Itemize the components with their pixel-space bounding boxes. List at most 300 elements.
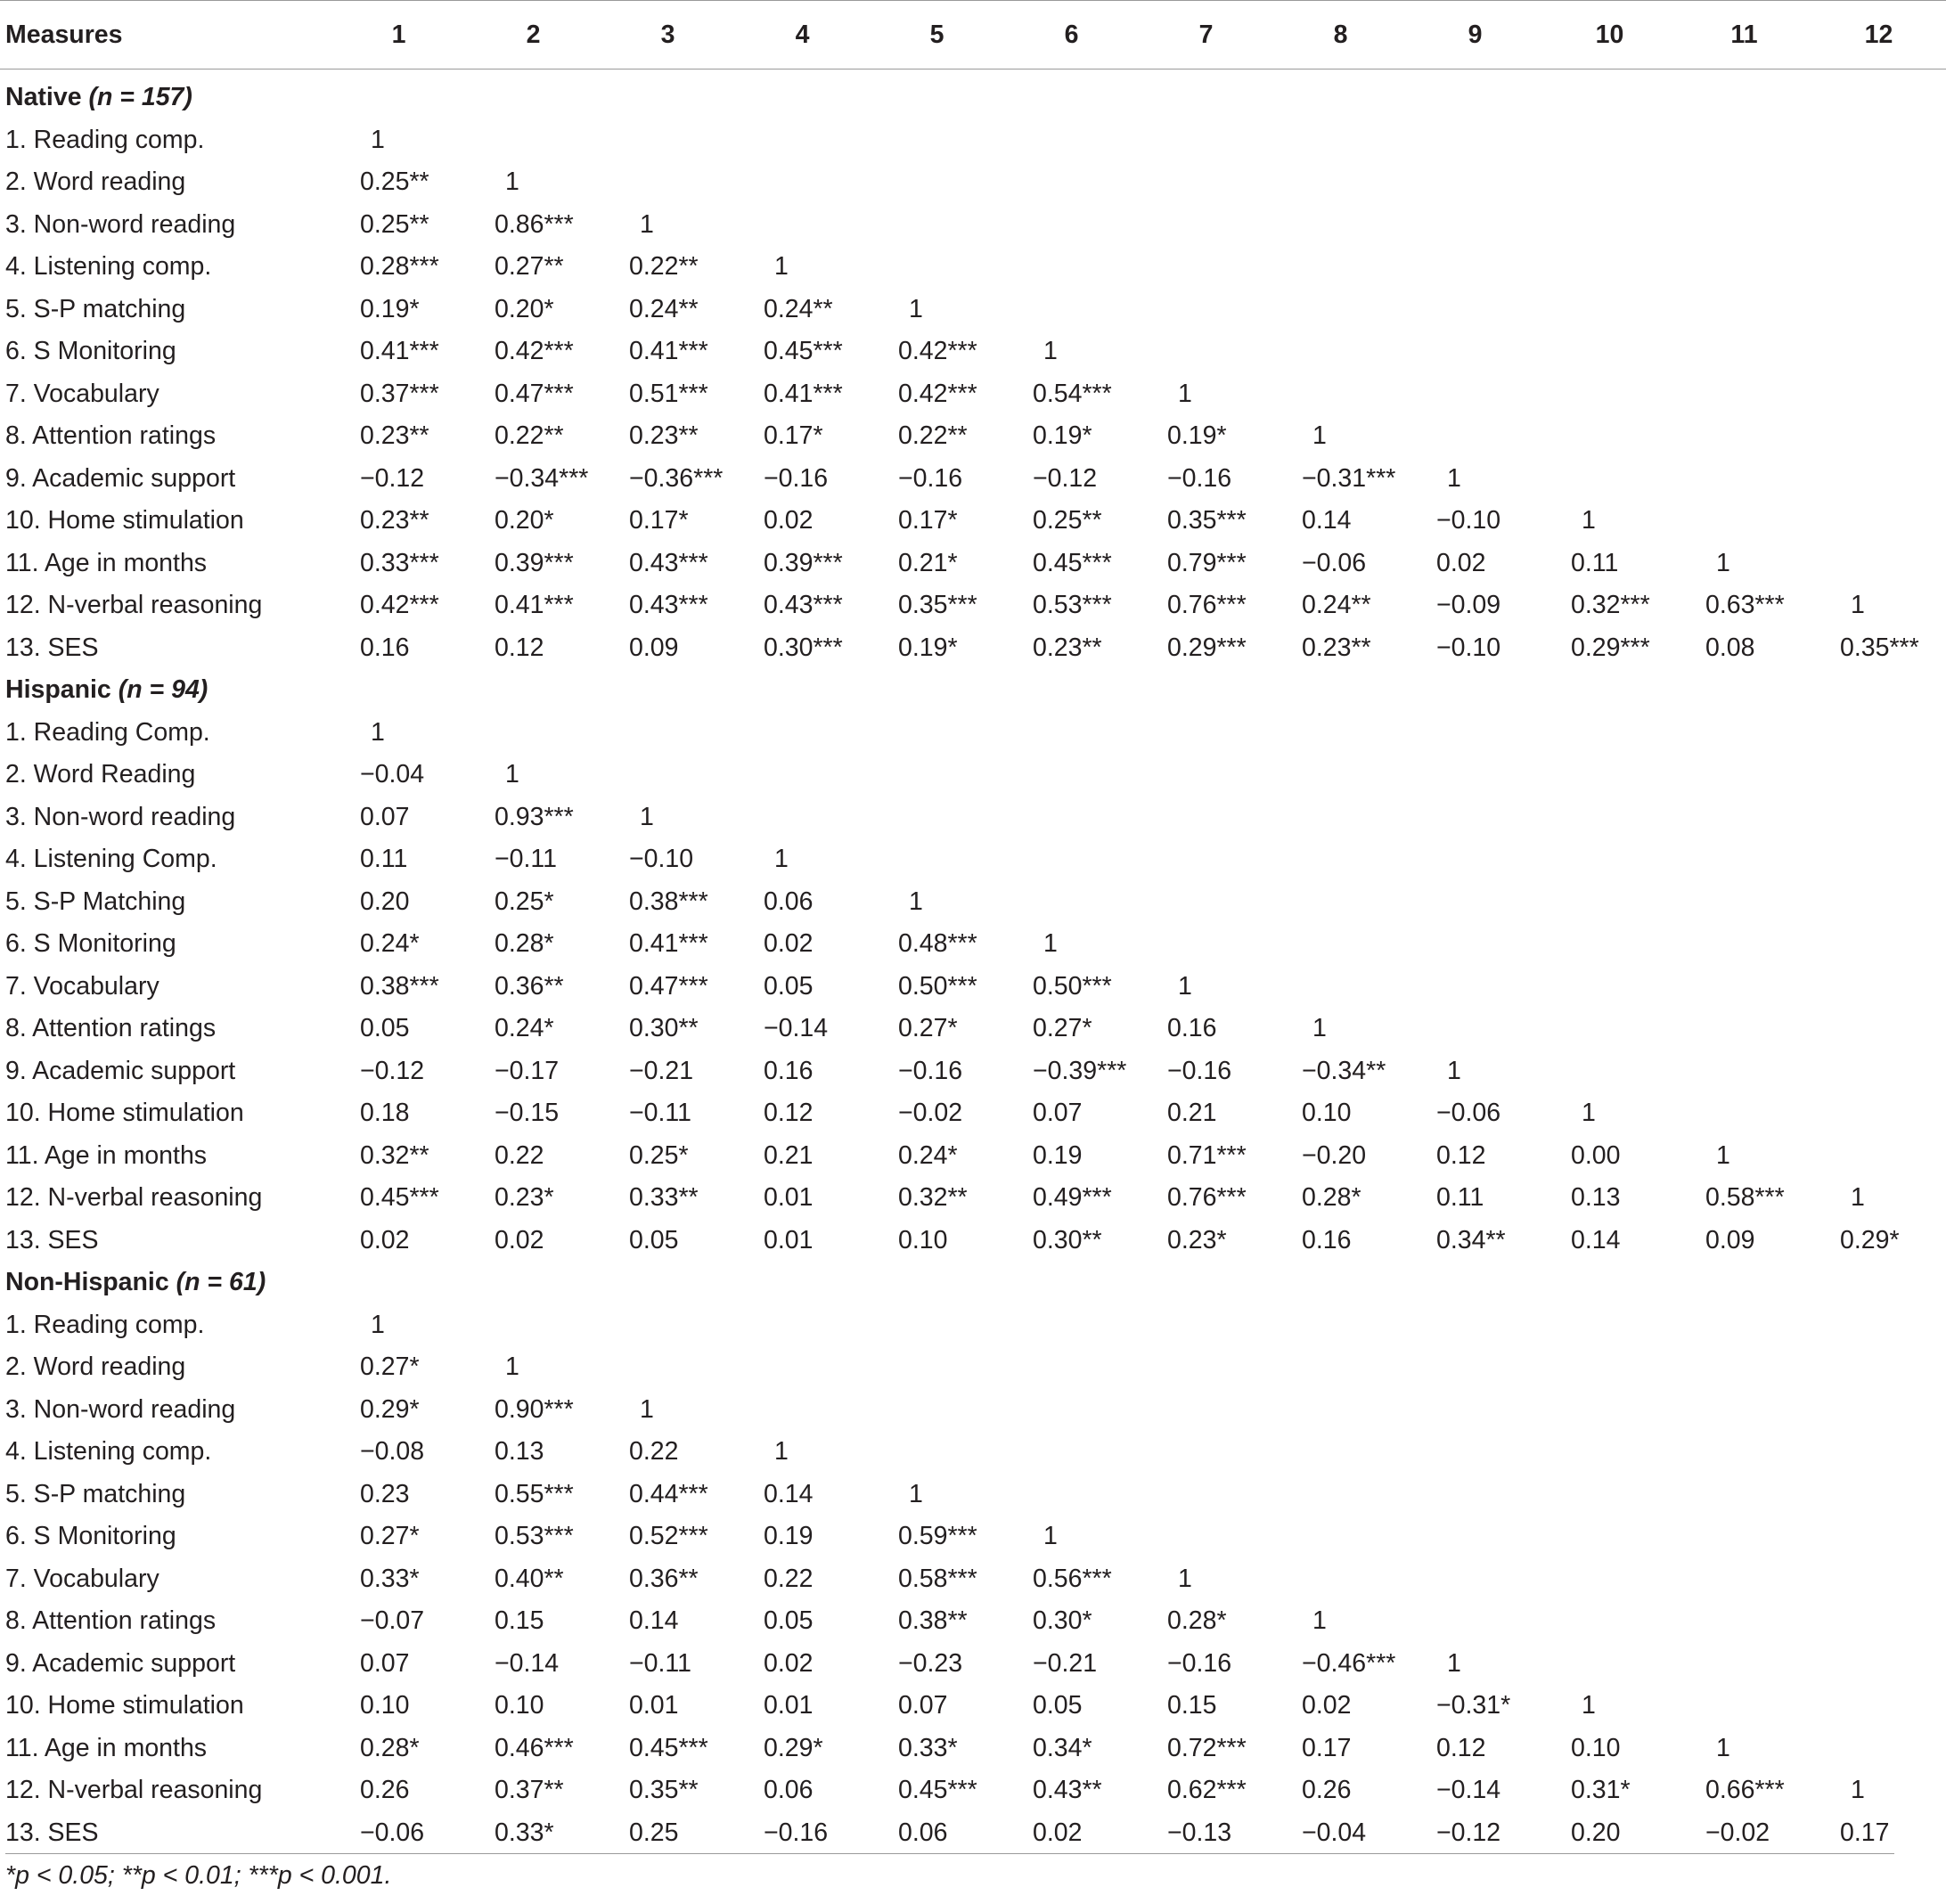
correlation-cell bbox=[1408, 1346, 1542, 1389]
correlation-cell: −0.16 bbox=[1167, 1056, 1232, 1085]
correlation-cell: 0.93*** bbox=[495, 802, 574, 831]
correlation-cell bbox=[1542, 838, 1677, 881]
correlation-cell: 0.33** bbox=[629, 1183, 699, 1212]
correlation-cell bbox=[735, 161, 870, 204]
correlation-cell: 0.29* bbox=[764, 1733, 823, 1762]
correlation-cell: −0.12 bbox=[360, 463, 425, 493]
correlation-cell bbox=[1542, 1050, 1677, 1093]
correlation-cell bbox=[1677, 1092, 1811, 1135]
row-label: 4. Listening comp. bbox=[5, 252, 212, 281]
correlation-cell: 0.38** bbox=[898, 1606, 968, 1635]
correlation-cell: 0.79*** bbox=[1167, 548, 1247, 577]
correlation-cell: 0.23* bbox=[495, 1183, 554, 1212]
correlation-cell: 0.41*** bbox=[629, 337, 708, 365]
correlation-cell: −0.16 bbox=[1167, 1648, 1232, 1678]
correlation-cell: 1 bbox=[640, 209, 654, 239]
column-header: 5 bbox=[870, 1, 1004, 69]
correlation-cell: 0.28* bbox=[360, 1733, 420, 1762]
correlation-cell: 0.25 bbox=[629, 1818, 679, 1847]
row-label: 13. SES bbox=[5, 1225, 99, 1254]
correlation-cell: 0.07 bbox=[898, 1691, 948, 1720]
table-row bbox=[0, 1728, 1946, 1770]
correlation-cell: 0.30* bbox=[1033, 1606, 1092, 1635]
correlation-cell bbox=[1811, 161, 1946, 204]
correlation-cell: −0.31*** bbox=[1302, 463, 1396, 493]
row-label: 6. S Monitoring bbox=[5, 929, 176, 958]
table-row bbox=[0, 1474, 1946, 1516]
correlation-cell: 0.36** bbox=[495, 971, 564, 1001]
correlation-cell: 0.14 bbox=[629, 1606, 679, 1635]
correlation-cell: 0.16 bbox=[764, 1056, 814, 1085]
correlation-cell: 0.22** bbox=[495, 421, 564, 450]
correlation-cell bbox=[1273, 966, 1408, 1009]
correlation-cell: 0.23** bbox=[360, 421, 429, 450]
correlation-cell: −0.16 bbox=[898, 463, 963, 493]
correlation-cell: 0.01 bbox=[764, 1183, 814, 1212]
table-row bbox=[0, 246, 1946, 289]
correlation-cell: 0.49*** bbox=[1033, 1183, 1112, 1212]
correlation-cell bbox=[1542, 797, 1677, 839]
correlation-cell: 0.01 bbox=[764, 1225, 814, 1254]
correlation-cell: 0.30** bbox=[1033, 1225, 1102, 1254]
row-label: 2. Word reading bbox=[5, 168, 186, 196]
correlation-cell: 1 bbox=[1043, 929, 1058, 958]
correlation-cell: −0.07 bbox=[360, 1606, 425, 1635]
row-label: 10. Home stimulation bbox=[5, 506, 244, 535]
row-label: 5. S-P Matching bbox=[5, 887, 186, 916]
correlation-cell: 0.02 bbox=[495, 1225, 544, 1254]
correlation-cell: 0.05 bbox=[1033, 1691, 1083, 1720]
correlation-cell: 1 bbox=[1178, 971, 1192, 1001]
correlation-cell: 0.47*** bbox=[495, 379, 574, 408]
correlation-cell bbox=[1408, 1600, 1542, 1643]
correlation-cell: −0.16 bbox=[764, 463, 829, 493]
correlation-cell bbox=[1542, 458, 1677, 501]
correlation-cell: 0.23** bbox=[360, 506, 429, 535]
correlation-cell bbox=[1408, 161, 1542, 204]
correlation-cell: 0.27* bbox=[360, 1352, 420, 1381]
correlation-cell: 0.62*** bbox=[1167, 1776, 1247, 1804]
correlation-cell: 0.14 bbox=[1571, 1225, 1621, 1254]
correlation-cell: 0.42*** bbox=[360, 591, 439, 619]
table-row bbox=[0, 1220, 1946, 1263]
correlation-cell: 1 bbox=[1851, 1183, 1865, 1212]
correlation-cell bbox=[1811, 1558, 1946, 1601]
correlation-cell: 0.19 bbox=[764, 1522, 814, 1550]
correlation-cell bbox=[1677, 923, 1811, 966]
correlation-cell bbox=[1542, 373, 1677, 416]
table-row bbox=[0, 1389, 1946, 1432]
correlation-cell: 0.23** bbox=[629, 421, 699, 450]
correlation-cell bbox=[1408, 373, 1542, 416]
correlation-cell bbox=[1542, 415, 1677, 458]
correlation-cell: −0.39*** bbox=[1033, 1056, 1127, 1085]
correlation-cell bbox=[1542, 246, 1677, 289]
correlation-cell: −0.16 bbox=[764, 1818, 829, 1847]
correlation-cell: 0.02 bbox=[764, 929, 814, 958]
correlation-cell: 0.53*** bbox=[495, 1522, 574, 1550]
correlation-cell: 0.27** bbox=[495, 252, 564, 281]
correlation-cell bbox=[1811, 458, 1946, 501]
correlation-cell bbox=[1408, 966, 1542, 1009]
correlation-cell bbox=[1811, 754, 1946, 797]
correlation-cell: 0.63*** bbox=[1705, 591, 1785, 619]
correlation-cell bbox=[1273, 712, 1408, 755]
table-row bbox=[0, 797, 1946, 839]
correlation-cell: 0.10 bbox=[360, 1691, 410, 1720]
correlation-cell: −0.04 bbox=[1302, 1818, 1367, 1847]
correlation-cell: 1 bbox=[774, 252, 789, 281]
correlation-cell: 0.17 bbox=[1302, 1733, 1352, 1762]
table-row bbox=[0, 838, 1946, 881]
correlation-cell bbox=[1139, 1346, 1273, 1389]
correlation-cell: 0.21 bbox=[1167, 1099, 1217, 1127]
correlation-cell bbox=[1811, 1474, 1946, 1516]
correlation-cell bbox=[1408, 1474, 1542, 1516]
table-row bbox=[0, 1431, 1946, 1474]
correlation-cell: 0.26 bbox=[360, 1776, 410, 1804]
correlation-cell: 0.20 bbox=[1571, 1818, 1621, 1847]
correlation-cell: 0.24** bbox=[629, 294, 699, 323]
correlation-cell bbox=[1139, 881, 1273, 924]
correlation-cell: 1 bbox=[1447, 463, 1461, 493]
correlation-cell: 0.25** bbox=[360, 209, 429, 239]
correlation-cell bbox=[1004, 246, 1139, 289]
correlation-cell: 1 bbox=[505, 168, 519, 196]
correlation-cell: 0.16 bbox=[1167, 1014, 1217, 1042]
group-name: Hispanic bbox=[5, 675, 111, 704]
correlation-cell: 0.12 bbox=[495, 633, 544, 662]
correlation-cell: 0.27* bbox=[898, 1014, 958, 1042]
correlation-cell: 0.01 bbox=[629, 1691, 679, 1720]
correlation-cell bbox=[1811, 1008, 1946, 1050]
correlation-cell bbox=[870, 246, 1004, 289]
correlation-cell: 0.35** bbox=[629, 1776, 699, 1804]
column-header: 12 bbox=[1811, 1, 1946, 69]
table-row bbox=[0, 1600, 1946, 1643]
correlation-cell bbox=[1273, 881, 1408, 924]
correlation-cell: 0.05 bbox=[629, 1225, 679, 1254]
correlation-cell bbox=[1811, 1389, 1946, 1432]
correlation-cell: 0.50*** bbox=[898, 971, 977, 1001]
correlation-cell: 1 bbox=[1582, 506, 1596, 535]
correlation-cell: 0.90*** bbox=[495, 1394, 574, 1424]
correlation-cell: −0.14 bbox=[764, 1014, 829, 1042]
row-label: 8. Attention ratings bbox=[5, 421, 217, 450]
correlation-cell: 0.28* bbox=[495, 929, 554, 958]
correlation-cell: 0.51*** bbox=[629, 379, 708, 408]
correlation-cell bbox=[1139, 1304, 1273, 1347]
correlation-cell bbox=[1677, 204, 1811, 247]
correlation-cell bbox=[735, 754, 870, 797]
correlation-cell bbox=[1004, 712, 1139, 755]
correlation-cell bbox=[1408, 838, 1542, 881]
correlation-cell: 0.13 bbox=[495, 1437, 544, 1466]
correlation-cell bbox=[1004, 1474, 1139, 1516]
correlation-cell: 0.33* bbox=[360, 1564, 420, 1593]
correlation-cell: 0.42*** bbox=[898, 379, 977, 408]
correlation-cell: 0.54*** bbox=[1033, 379, 1112, 408]
correlation-cell bbox=[1273, 161, 1408, 204]
correlation-cell: −0.09 bbox=[1436, 591, 1501, 619]
correlation-cell: 0.09 bbox=[1705, 1225, 1755, 1254]
correlation-cell: 1 bbox=[1178, 1564, 1192, 1593]
correlation-cell: 0.06 bbox=[898, 1818, 948, 1847]
correlation-cell bbox=[1677, 246, 1811, 289]
correlation-cell: 0.29* bbox=[360, 1394, 420, 1424]
correlation-cell bbox=[1677, 1600, 1811, 1643]
correlation-cell bbox=[601, 119, 735, 162]
correlation-cell: 0.21 bbox=[764, 1140, 814, 1170]
table-body bbox=[0, 77, 1946, 1854]
correlation-cell bbox=[1139, 754, 1273, 797]
correlation-cell: 0.66*** bbox=[1705, 1776, 1785, 1804]
correlation-cell: 0.43** bbox=[1033, 1776, 1102, 1804]
correlation-cell bbox=[1273, 754, 1408, 797]
correlation-cell: 0.16 bbox=[360, 633, 410, 662]
correlation-cell: 1 bbox=[640, 802, 654, 831]
correlation-cell bbox=[1677, 161, 1811, 204]
table-row bbox=[0, 1092, 1946, 1135]
correlation-cell bbox=[1408, 923, 1542, 966]
correlation-cell: 0.11 bbox=[1571, 548, 1619, 577]
correlation-cell: −0.12 bbox=[1033, 463, 1098, 493]
correlation-cell: 0.09 bbox=[629, 633, 679, 662]
correlation-cell bbox=[1811, 1050, 1946, 1093]
correlation-cell: 0.19* bbox=[1167, 421, 1227, 450]
correlation-cell: 0.58*** bbox=[1705, 1183, 1785, 1212]
table-row bbox=[0, 331, 1946, 373]
correlation-cell bbox=[1004, 119, 1139, 162]
table-row bbox=[0, 1643, 1946, 1686]
table-row bbox=[0, 458, 1946, 501]
correlation-cell bbox=[466, 1304, 601, 1347]
correlation-cell: 0.17* bbox=[629, 506, 689, 535]
correlation-cell: 0.07 bbox=[360, 802, 410, 831]
correlation-cell: 1 bbox=[909, 887, 923, 916]
correlation-cell: 1 bbox=[1043, 337, 1058, 365]
correlation-cell: −0.17 bbox=[495, 1056, 560, 1085]
correlation-cell bbox=[1542, 923, 1677, 966]
correlation-cell: 0.34** bbox=[1436, 1225, 1506, 1254]
correlation-cell: 0.76*** bbox=[1167, 591, 1247, 619]
correlation-cell: 0.14 bbox=[764, 1479, 814, 1508]
correlation-cell bbox=[1811, 1600, 1946, 1643]
row-label: 9. Academic support bbox=[5, 1648, 236, 1678]
correlation-cell: 1 bbox=[505, 1352, 519, 1381]
row-label: 1. Reading comp. bbox=[5, 1310, 205, 1339]
correlation-cell bbox=[1408, 246, 1542, 289]
correlation-cell: 0.06 bbox=[764, 1776, 814, 1804]
correlation-cell: 1 bbox=[1178, 379, 1192, 408]
correlation-cell bbox=[1811, 1135, 1946, 1178]
table-row bbox=[0, 1558, 1946, 1601]
correlation-cell: 0.46*** bbox=[495, 1733, 574, 1762]
correlation-cell: 0.28* bbox=[1302, 1183, 1361, 1212]
group-sample-size: (n = 61) bbox=[176, 1268, 266, 1296]
correlation-cell: 0.19* bbox=[360, 294, 420, 323]
correlation-cell: 1 bbox=[505, 760, 519, 789]
row-label: 11. Age in months bbox=[5, 1140, 208, 1170]
column-header: 9 bbox=[1408, 1, 1542, 69]
row-label: 2. Word reading bbox=[5, 1352, 186, 1381]
correlation-cell bbox=[1677, 1643, 1811, 1686]
correlation-cell bbox=[601, 754, 735, 797]
column-header: 8 bbox=[1273, 1, 1408, 69]
correlation-cell bbox=[1408, 797, 1542, 839]
table-row bbox=[0, 1135, 1946, 1178]
correlation-cell: 0.22 bbox=[629, 1437, 679, 1466]
group-header bbox=[0, 669, 1946, 712]
table-row bbox=[0, 754, 1946, 797]
correlation-cell bbox=[1139, 712, 1273, 755]
correlation-cell: 0.58*** bbox=[898, 1564, 977, 1593]
column-header: 2 bbox=[466, 1, 601, 69]
correlation-cell bbox=[1542, 204, 1677, 247]
correlation-cell: 0.22 bbox=[764, 1564, 814, 1593]
correlation-cell bbox=[1811, 1346, 1946, 1389]
correlation-cell bbox=[1811, 331, 1946, 373]
correlation-cell bbox=[1677, 712, 1811, 755]
correlation-cell: 0.19* bbox=[1033, 421, 1092, 450]
correlation-cell bbox=[1677, 1431, 1811, 1474]
row-label: 7. Vocabulary bbox=[5, 379, 159, 408]
column-header: 7 bbox=[1139, 1, 1273, 69]
correlation-cell: 0.17 bbox=[1840, 1818, 1890, 1847]
correlation-cell bbox=[735, 1304, 870, 1347]
correlation-cell: 0.32*** bbox=[1571, 591, 1650, 619]
correlation-cell bbox=[870, 1304, 1004, 1347]
row-label: 3. Non-word reading bbox=[5, 802, 236, 831]
correlation-cell bbox=[1677, 1050, 1811, 1093]
correlation-cell bbox=[1542, 289, 1677, 331]
correlation-cell: 0.12 bbox=[1436, 1733, 1486, 1762]
correlation-cell bbox=[1811, 1728, 1946, 1770]
correlation-cell: 1 bbox=[1716, 1733, 1730, 1762]
group-header-row bbox=[0, 1262, 1946, 1304]
correlation-cell: 1 bbox=[1716, 548, 1730, 577]
correlation-cell: 0.22** bbox=[898, 421, 968, 450]
correlation-cell: 0.05 bbox=[764, 971, 814, 1001]
correlation-cell bbox=[1139, 119, 1273, 162]
correlation-cell bbox=[735, 797, 870, 839]
row-label: 12. N-verbal reasoning bbox=[5, 1183, 263, 1212]
row-label: 8. Attention ratings bbox=[5, 1014, 217, 1042]
correlation-cell bbox=[1139, 923, 1273, 966]
column-header: 4 bbox=[735, 1, 870, 69]
correlation-cell bbox=[1811, 204, 1946, 247]
correlation-cell bbox=[1677, 754, 1811, 797]
correlation-cell: 0.29*** bbox=[1167, 633, 1247, 662]
table-row bbox=[0, 500, 1946, 543]
table-row bbox=[0, 161, 1946, 204]
correlation-cell: 0.34* bbox=[1033, 1733, 1092, 1762]
correlation-cell: 1 bbox=[371, 717, 385, 747]
correlation-cell: 0.36** bbox=[629, 1564, 699, 1593]
correlation-cell bbox=[1542, 966, 1677, 1009]
correlation-cell: −0.08 bbox=[360, 1437, 425, 1466]
correlation-cell bbox=[1811, 415, 1946, 458]
correlation-cell bbox=[1273, 1431, 1408, 1474]
column-header: 11 bbox=[1677, 1, 1811, 69]
correlation-cell bbox=[1677, 331, 1811, 373]
correlation-cell: 0.23* bbox=[1167, 1225, 1227, 1254]
correlation-cell: 0.02 bbox=[1033, 1818, 1083, 1847]
correlation-cell bbox=[1542, 1304, 1677, 1347]
table-row bbox=[0, 1769, 1946, 1812]
row-label: 1. Reading comp. bbox=[5, 125, 205, 154]
correlation-cell: −0.16 bbox=[898, 1056, 963, 1085]
group-header bbox=[0, 1262, 1946, 1304]
correlation-cell bbox=[870, 712, 1004, 755]
correlation-cell bbox=[1811, 1516, 1946, 1558]
correlation-cell: −0.10 bbox=[1436, 506, 1501, 535]
table-header bbox=[0, 1, 1946, 78]
correlation-cell: 0.50*** bbox=[1033, 971, 1112, 1001]
correlation-cell: 0.02 bbox=[1436, 548, 1486, 577]
column-header: 3 bbox=[601, 1, 735, 69]
correlation-cell: −0.02 bbox=[1705, 1818, 1770, 1847]
column-header: 6 bbox=[1004, 1, 1139, 69]
correlation-cell bbox=[1542, 1558, 1677, 1601]
correlation-cell: 0.24** bbox=[764, 294, 833, 323]
correlation-cell: −0.36*** bbox=[629, 463, 724, 493]
row-label: 12. N-verbal reasoning bbox=[5, 1776, 263, 1804]
correlation-cell bbox=[870, 797, 1004, 839]
correlation-cell bbox=[466, 712, 601, 755]
correlation-cell bbox=[1542, 1474, 1677, 1516]
correlation-cell: −0.14 bbox=[495, 1648, 560, 1678]
row-label: 6. S Monitoring bbox=[5, 1522, 176, 1550]
correlation-cell bbox=[1677, 1474, 1811, 1516]
correlation-cell: 0.15 bbox=[1167, 1691, 1217, 1720]
correlation-cell: 0.25** bbox=[1033, 506, 1102, 535]
table-row bbox=[0, 289, 1946, 331]
correlation-cell: 0.12 bbox=[764, 1099, 814, 1127]
correlation-cell bbox=[1139, 797, 1273, 839]
correlation-cell bbox=[1273, 331, 1408, 373]
correlation-cell bbox=[870, 1431, 1004, 1474]
correlation-cell bbox=[601, 1346, 735, 1389]
correlation-cell: 0.25** bbox=[360, 168, 429, 196]
correlation-cell bbox=[1139, 204, 1273, 247]
row-label: 13. SES bbox=[5, 1818, 99, 1847]
correlation-cell bbox=[1004, 1346, 1139, 1389]
correlation-cell: 0.28*** bbox=[360, 252, 439, 281]
correlation-cell bbox=[1677, 1685, 1811, 1728]
correlation-cell: 1 bbox=[774, 845, 789, 873]
correlation-cell bbox=[1677, 1304, 1811, 1347]
correlation-cell: 0.25* bbox=[495, 887, 554, 916]
correlation-cell bbox=[1811, 838, 1946, 881]
correlation-cell: 0.20* bbox=[495, 294, 554, 323]
correlation-cell: −0.21 bbox=[1033, 1648, 1098, 1678]
table-row bbox=[0, 1516, 1946, 1558]
correlation-cell: 1 bbox=[1716, 1140, 1730, 1170]
correlation-cell: 0.40** bbox=[495, 1564, 564, 1593]
correlation-cell bbox=[1273, 1304, 1408, 1347]
correlation-cell: 0.01 bbox=[764, 1691, 814, 1720]
correlation-cell: 0.43*** bbox=[629, 591, 708, 619]
correlation-cell: −0.31* bbox=[1436, 1691, 1511, 1720]
correlation-cell: −0.11 bbox=[629, 1648, 691, 1678]
correlation-cell bbox=[1273, 373, 1408, 416]
correlation-cell: 1 bbox=[1447, 1056, 1461, 1085]
row-label: 6. S Monitoring bbox=[5, 337, 176, 365]
correlation-cell bbox=[1677, 373, 1811, 416]
correlation-cell: 0.19 bbox=[1033, 1140, 1083, 1170]
correlation-cell: 0.19* bbox=[898, 633, 958, 662]
